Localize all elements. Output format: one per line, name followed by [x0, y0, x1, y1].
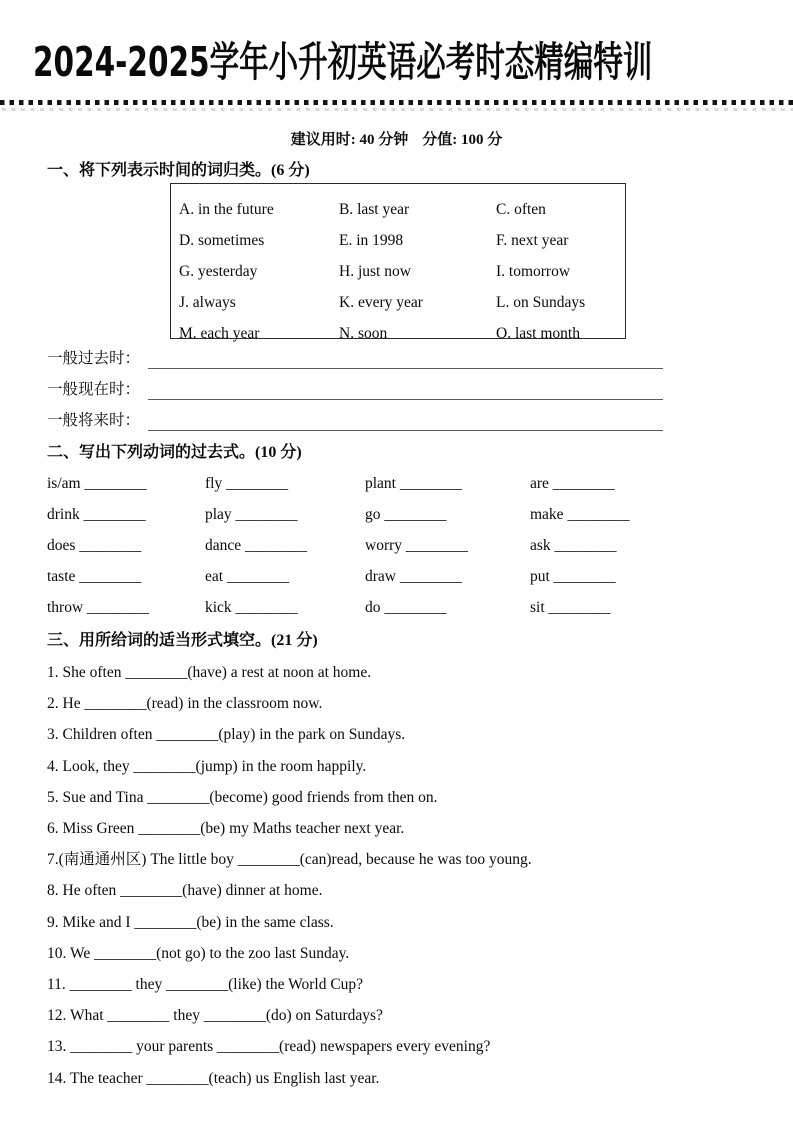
verb-cell: drink ________: [47, 506, 146, 523]
question-item: 1. She often ________(have) a rest at noon at home.: [47, 664, 372, 681]
verb-cell: dance ________: [205, 537, 308, 554]
verb-cell: taste ________: [47, 568, 142, 585]
tense-answer-line: [47, 405, 663, 436]
time-word-option: D. sometimes: [179, 232, 265, 249]
question-item: 10. We ________(not go) to the zoo last Sunday.: [47, 944, 350, 962]
question-item: 7.(南通通州区) The little boy ________(can)read, because he was too young.: [47, 851, 532, 869]
tense-label: 一般过去时：: [47, 350, 141, 367]
time-word-option: B. last year: [339, 201, 410, 218]
dotted-divider: [0, 100, 793, 112]
answer-blank-line: [148, 374, 663, 400]
verb-grid: [47, 468, 767, 623]
suggested-time: 建议用时: 40 分钟: [290, 132, 409, 148]
verb-cell: go ________: [365, 506, 447, 523]
total-score: 分值: 100 分: [422, 132, 503, 148]
time-word-option: A. in the future: [179, 201, 274, 218]
time-word-option: F. next year: [496, 232, 569, 249]
time-word-option: C. often: [496, 201, 546, 218]
verb-cell: throw ________: [47, 599, 150, 616]
verb-cell: worry ________: [365, 537, 468, 554]
time-word-option: O. last month: [496, 325, 580, 342]
verb-cell: are ________: [530, 475, 615, 492]
verb-cell: play ________: [205, 506, 298, 523]
verb-cell: put ________: [530, 568, 616, 585]
time-word-option: E. in 1998: [339, 232, 404, 249]
section3-heading: 三、用所给词的适当形式填空。(21 分): [47, 632, 318, 649]
time-word-option: H. just now: [339, 263, 411, 280]
time-words-box: [170, 183, 626, 342]
question-list: [47, 657, 787, 1094]
question-item: 11. ________ they ________(like) the World Cup?: [47, 976, 364, 994]
verb-cell: eat ________: [205, 568, 289, 585]
section1-heading: 一、将下列表示时间的词归类。(6 分): [47, 162, 310, 179]
tense-answer-line: [47, 343, 663, 374]
tense-label: 一般现在时：: [47, 381, 141, 398]
time-word-option: N. soon: [339, 325, 388, 342]
verb-cell: draw ________: [365, 568, 462, 585]
verb-cell: make ________: [530, 506, 630, 523]
page-title-text: 2024-2025学年小升初英语必考时态精编特训: [33, 38, 653, 86]
question-item: 13. ________ your parents ________(read) newspapers every evening?: [47, 1038, 491, 1056]
time-word-option: M. each year: [179, 325, 260, 342]
time-word-option: G. yesterday: [179, 263, 258, 280]
verb-cell: ask ________: [530, 537, 617, 554]
answer-blank-line: [148, 343, 663, 369]
question-item: 4. Look, they ________(jump) in the room happily.: [47, 757, 367, 775]
verb-cell: plant ________: [365, 475, 462, 492]
section2-heading: 二、写出下列动词的过去式。(10 分): [47, 444, 302, 461]
tense-label: 一般将来时：: [47, 412, 141, 429]
tense-answer-lines: [47, 343, 663, 436]
question-item: 3. Children often ________(play) in the park on Sundays.: [47, 726, 406, 744]
time-word-option: L. on Sundays: [496, 294, 586, 311]
time-word-option: I. tomorrow: [496, 263, 571, 280]
verb-cell: fly ________: [205, 475, 289, 492]
verb-cell: do ________: [365, 599, 447, 616]
verb-cell: does ________: [47, 537, 142, 554]
verb-cell: sit ________: [530, 599, 611, 616]
question-item: 8. He often ________(have) dinner at home.: [47, 882, 323, 900]
verb-cell: is/am ________: [47, 475, 147, 492]
question-item: 12. What ________ they ________(do) on Saturdays?: [47, 1007, 383, 1025]
question-item: 14. The teacher ________(teach) us English last year.: [47, 1069, 380, 1087]
question-item: 2. He ________(read) in the classroom now.: [47, 695, 323, 713]
question-item: 9. Mike and I ________(be) in the same class.: [47, 913, 334, 931]
question-item: 5. Sue and Tina ________(become) good friends from then on.: [47, 788, 438, 806]
question-item: 6. Miss Green ________(be) my Maths teacher next year.: [47, 820, 405, 838]
verb-cell: kick ________: [205, 599, 298, 616]
time-word-option: J. always: [179, 294, 236, 311]
page-title: [33, 38, 793, 86]
answer-blank-line: [148, 405, 663, 431]
exam-meta: [0, 128, 793, 149]
tense-answer-line: [47, 374, 663, 405]
time-word-option: K. every year: [339, 294, 423, 311]
